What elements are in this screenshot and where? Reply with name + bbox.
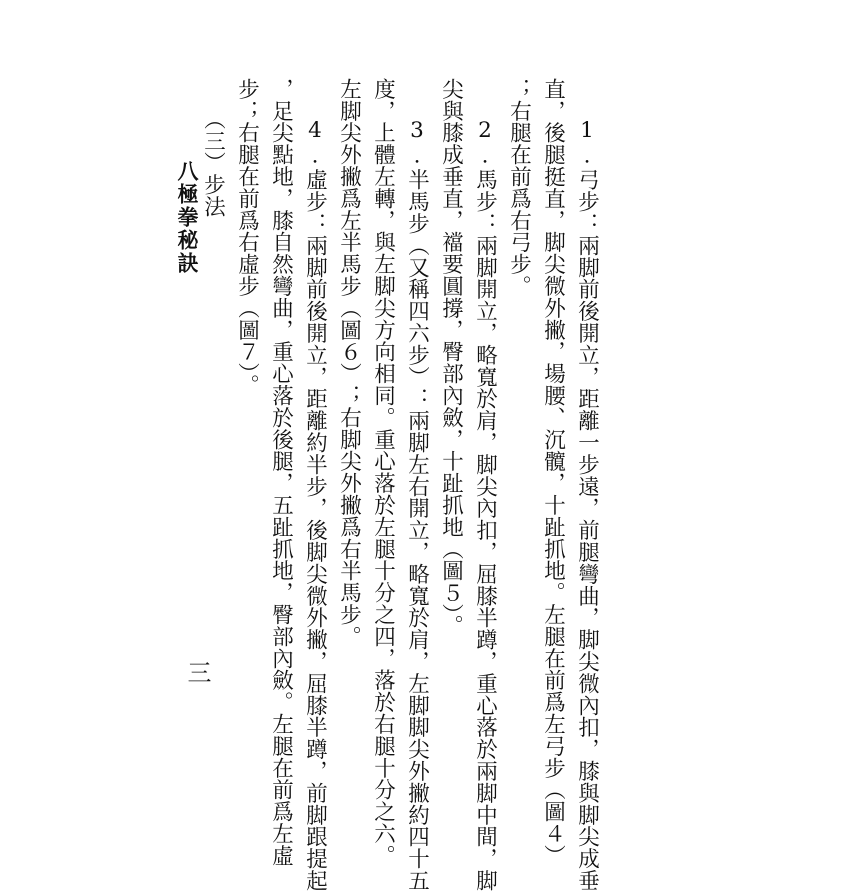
text-column: 3.半馬步（又稱四六步）：兩脚左右開立，略寬於肩，左脚脚尖外撇約四十五: [404, 118, 430, 892]
text-column: 度，上體左轉，與左脚尖方向相同。重心落於左腿十分之四，落於右腿十分之六。: [370, 78, 396, 867]
text-column: 4.虛步：兩脚前後開立，距離約半步，後脚尖微外撇，屈膝半蹲，前脚跟提起: [302, 118, 328, 892]
section-heading: （三）步法: [200, 108, 226, 218]
text-column: 尖與膝成垂直，襠要圓撐，臀部內斂，十趾抓地（圖５）。: [438, 78, 464, 637]
text-column: 直，後腿挺直，脚尖微外撇，場腰、沉髖，十趾抓地。左腿在前爲左弓步（圖４）: [540, 78, 566, 867]
page-number: 三: [183, 660, 211, 684]
running-head: 八極拳秘訣: [175, 160, 200, 275]
text-column: 1.弓步：兩脚前後開立，距離一步遠，前腿彎曲，脚尖微內扣，膝與脚尖成垂: [574, 118, 600, 892]
text-column: ，足尖點地，膝自然彎曲，重心落於後腿，五趾抓地，臀部內斂。左腿在前爲左虛: [268, 78, 294, 867]
text-column: 2.馬步：兩脚開立，略寬於肩，脚尖內扣，屈膝半蹲，重心落於兩脚中間，脚: [472, 118, 498, 892]
text-column: 步；右腿在前爲右虛步（圖７）。: [234, 78, 260, 396]
text-column: ；右腿在前爲右弓步。: [506, 78, 532, 297]
text-column: 左脚尖外撇爲左半馬步（圖６）；右脚尖外撇爲右半馬步。: [336, 78, 362, 648]
